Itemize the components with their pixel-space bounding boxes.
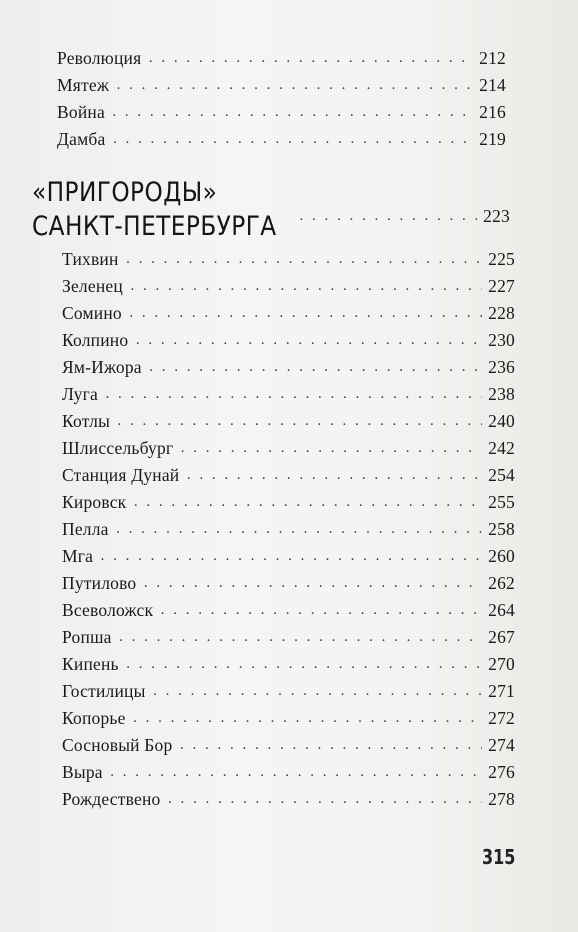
toc-entry xyxy=(62,654,515,675)
toc-entry xyxy=(62,303,515,324)
toc-entry xyxy=(62,492,515,513)
toc-entry-page: 225 xyxy=(488,249,515,269)
toc-entry-title: Шлиссельбург xyxy=(62,438,174,458)
toc-entry xyxy=(62,357,515,378)
dot-leader xyxy=(120,633,482,644)
toc-entry xyxy=(57,48,506,69)
page-number: 315 xyxy=(482,845,516,869)
toc-entry-page: 260 xyxy=(488,546,515,566)
toc-entry-title: Зеленец xyxy=(62,276,123,296)
toc-entry xyxy=(62,276,515,297)
dot-leader xyxy=(168,795,482,806)
section-heading xyxy=(32,176,277,244)
toc-entry-title: Выра xyxy=(62,762,103,782)
toc-entry xyxy=(62,411,515,432)
dot-leader xyxy=(150,363,482,374)
dot-leader xyxy=(111,768,482,779)
toc-entry-page: 228 xyxy=(488,303,515,323)
section-page-entry xyxy=(300,206,510,227)
toc-entry-title: Дамба xyxy=(57,129,106,149)
toc-entry-page: 212 xyxy=(479,48,506,68)
toc-entry-page: 278 xyxy=(488,789,515,809)
toc-entry xyxy=(62,681,515,702)
toc-entry-title: Всеволожск xyxy=(62,600,154,620)
dot-leader xyxy=(134,714,483,725)
toc-entry-page: 272 xyxy=(488,708,515,728)
dot-leader xyxy=(127,255,483,266)
dot-leader xyxy=(161,606,482,617)
dot-leader xyxy=(117,81,473,92)
dot-leader xyxy=(154,687,483,698)
section-heading-line2: САНКТ-ПЕТЕРБУРГА xyxy=(32,211,277,242)
toc-entry-title: Станция Дунай xyxy=(62,465,180,485)
toc-entry-title: Луга xyxy=(62,384,98,404)
dot-leader xyxy=(136,336,482,347)
toc-entry-title: Ям-Ижора xyxy=(62,357,142,377)
toc-entry-page: 216 xyxy=(479,102,506,122)
toc-entry xyxy=(62,249,515,270)
toc-entry-title: Пелла xyxy=(62,519,109,539)
toc-entry-page: 274 xyxy=(488,735,515,755)
dot-leader xyxy=(149,54,473,65)
toc-entry-title: Котлы xyxy=(62,411,111,431)
dot-leader xyxy=(134,498,482,509)
dot-leader xyxy=(118,417,482,428)
toc-entry-page: 238 xyxy=(488,384,515,404)
dot-leader xyxy=(131,282,482,293)
toc-entry xyxy=(62,438,515,459)
toc-entry xyxy=(57,75,506,96)
toc-entry xyxy=(62,735,515,756)
toc-entry xyxy=(62,627,515,648)
toc-entry xyxy=(62,789,515,810)
toc-entry-page: 258 xyxy=(488,519,515,539)
toc-entry-page: 264 xyxy=(488,600,515,620)
toc-entry-page: 214 xyxy=(479,75,506,95)
dot-leader xyxy=(181,444,482,455)
dot-leader xyxy=(106,390,482,401)
toc-entry-page: 262 xyxy=(488,573,515,593)
toc-entry-page: 240 xyxy=(488,411,515,431)
toc-entry xyxy=(62,384,515,405)
toc-entry-title: Ропша xyxy=(62,627,112,647)
toc-entry-title: Копорье xyxy=(62,708,126,728)
dot-leader xyxy=(113,135,473,146)
toc-entry xyxy=(62,762,515,783)
toc-entry-page: 230 xyxy=(488,330,515,350)
toc-entry-page: 219 xyxy=(479,129,506,149)
toc-entry-title: Путилово xyxy=(62,573,137,593)
toc-entry xyxy=(62,519,515,540)
section-page: 223 xyxy=(483,206,510,226)
dot-leader xyxy=(127,660,482,671)
toc-entry-page: 227 xyxy=(488,276,515,296)
toc-entry-title: Гостилицы xyxy=(62,681,146,701)
toc-entry-title: Мятеж xyxy=(57,75,110,95)
toc-entry xyxy=(62,546,515,567)
dot-leader xyxy=(101,552,482,563)
toc-entry-page: 271 xyxy=(488,681,515,701)
toc-entry-title: Война xyxy=(57,102,105,122)
dot-leader xyxy=(117,525,483,536)
toc-entry xyxy=(57,102,506,123)
toc-entry xyxy=(57,129,506,150)
toc-entry-title: Мга xyxy=(62,546,94,566)
toc-entry-title: Сосновый Бор xyxy=(62,735,173,755)
toc-entry-title: Колпино xyxy=(62,330,129,350)
toc-entry-page: 276 xyxy=(488,762,515,782)
toc-entry-page: 254 xyxy=(488,465,515,485)
toc-entry-title: Революция xyxy=(57,48,142,68)
toc-entry-page: 267 xyxy=(488,627,515,647)
toc-entry xyxy=(62,708,515,729)
dot-leader xyxy=(300,212,477,223)
toc-entry-page: 255 xyxy=(488,492,515,512)
toc-entry-page: 242 xyxy=(488,438,515,458)
section-heading-line1: «ПРИГОРОДЫ» xyxy=(32,177,218,208)
toc-entry-title: Кипень xyxy=(62,654,119,674)
toc-entry-title: Кировск xyxy=(62,492,127,512)
toc-entry xyxy=(62,600,515,621)
toc-entry xyxy=(62,573,515,594)
toc-entry-title: Сомино xyxy=(62,303,122,323)
toc-entry-page: 270 xyxy=(488,654,515,674)
dot-leader xyxy=(130,309,482,320)
toc-entry-title: Тихвин xyxy=(62,249,119,269)
toc-entry xyxy=(62,330,515,351)
dot-leader xyxy=(144,579,482,590)
toc-entry-page: 236 xyxy=(488,357,515,377)
toc-entry-title: Рождествено xyxy=(62,789,161,809)
toc-entry xyxy=(62,465,515,486)
dot-leader xyxy=(187,471,482,482)
dot-leader xyxy=(180,741,482,752)
dot-leader xyxy=(113,108,473,119)
